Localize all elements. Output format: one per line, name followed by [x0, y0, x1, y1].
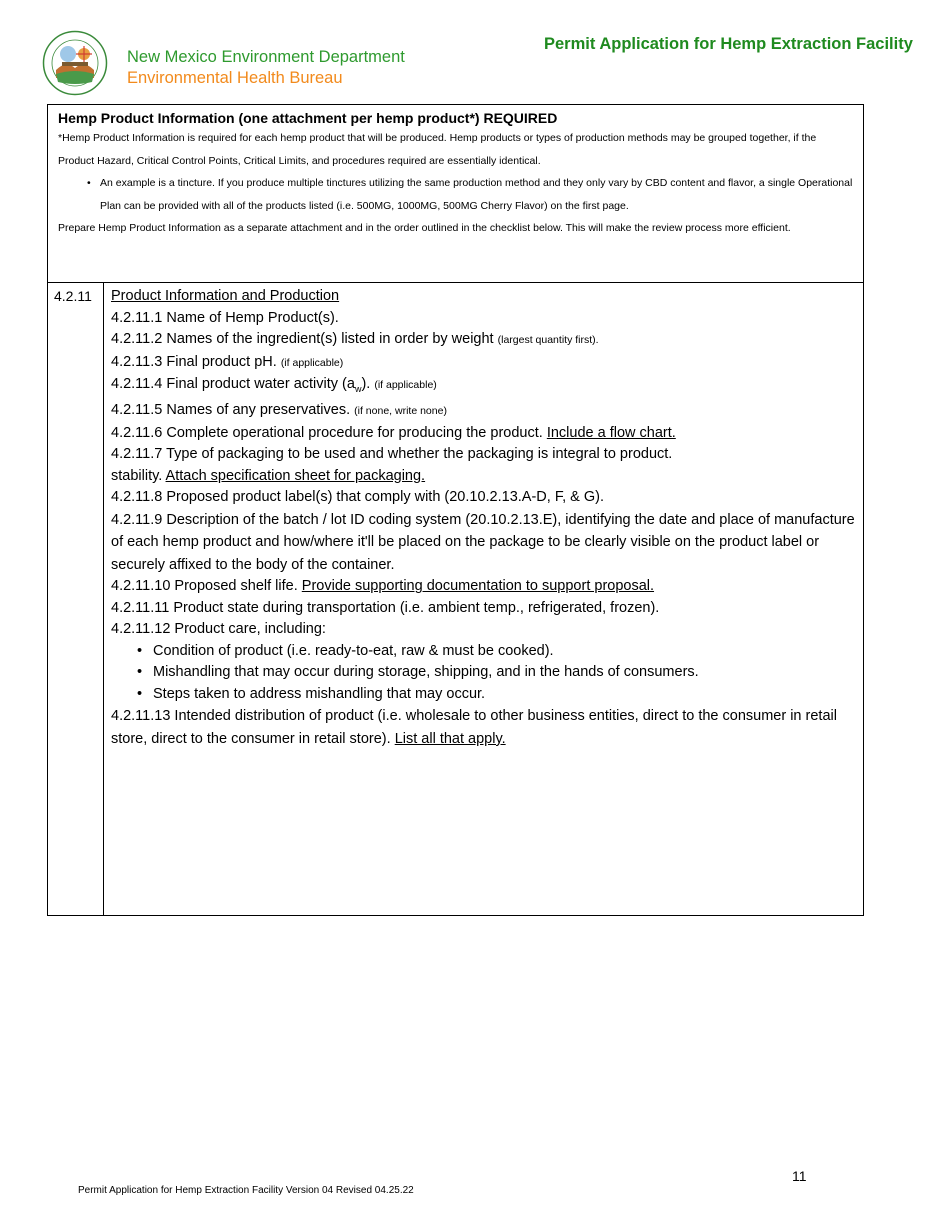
section-number: 4.2.11 — [54, 288, 92, 304]
intro-after-text: Prepare Hemp Product Information as a separate attachment and in the order outlined in the checklist below. This will make the review process more efficient. — [58, 222, 791, 234]
item-4-2-11-12: 4.2.11.12 Product care, including: — [111, 621, 326, 638]
nmed-seal-logo — [42, 30, 108, 96]
list-item: • Condition of product (i.e. ready-to-eat, raw & must be cooked). — [111, 641, 861, 663]
distribution-instruction: List all that apply. — [394, 730, 506, 747]
item-note: (if applicable) — [374, 379, 437, 391]
list-item: • Steps taken to address mishandling that may occur. — [111, 684, 861, 706]
item-4-2-11-13: 4.2.11.13 Intended distribution of product (i.e. wholesale to other business entities, direct to the consumer in retail store, direct to the consumer in retail store). List all that apply. — [111, 708, 837, 747]
item-4-2-11-7: 4.2.11.7 Type of packaging to be used and whether the packaging is integral to product. — [111, 446, 673, 463]
item-note: (largest quantity first). — [497, 334, 599, 346]
packaging-instruction: Attach specification sheet for packaging. — [165, 467, 426, 484]
intro-title: Hemp Product Information (one attachment per hemp product*) REQUIRED — [58, 110, 558, 126]
item-4-2-11-3: 4.2.11.3 Final product pH. (if applicable) — [111, 353, 344, 370]
bullet-icon: • — [137, 642, 143, 659]
bullet-icon: • — [137, 685, 143, 702]
bureau-name: Environmental Health Bureau — [127, 69, 343, 87]
bullet-icon: • — [87, 177, 91, 189]
item-4-2-11-6: 4.2.11.6 Complete operational procedure for producing the product. Include a flow chart. — [111, 424, 676, 441]
list-item: • Mishandling that may occur during storage, shipping, and in the hands of consumers. — [111, 662, 861, 684]
intro-cell — [48, 105, 863, 283]
item-4-2-11-9: 4.2.11.9 Description of the batch / lot ID coding system (20.10.2.13.E), identifying the date and place of manufacture of each hemp product and how/where it'll be placed on the package to be clearly visible on the product label or securely affixed to the body of the container. — [111, 511, 855, 573]
item-4-2-11-5: 4.2.11.5 Names of any preservatives. (if none, write none) — [111, 402, 447, 419]
item-4-2-11-1: 4.2.11.1 Name of Hemp Product(s). — [111, 309, 339, 326]
page-number: 11 — [792, 1168, 807, 1184]
item-4-2-11-10: 4.2.11.10 Proposed shelf life. Provide supporting documentation to support proposal. — [111, 578, 655, 595]
item-4-2-11-4: 4.2.11.4 Final product water activity $(a_w)$. (if applicable) — [111, 376, 437, 394]
item-note: (if none, write none) — [354, 405, 447, 418]
intro-text: *Hemp Product Information is required for each hemp product that will be produced. Hemp products or types of production methods may be grouped together, if the Product Hazard, Critical Control Points, Critical Limits, and procedures required are essentially identical. — [58, 132, 817, 167]
footer-text: Permit Application for Hemp Extraction Facility Version 04 Revised 04.25.22 — [78, 1185, 414, 1196]
section-content-cell — [111, 286, 861, 750]
agency-name: New Mexico Environment Department — [127, 48, 405, 66]
section-heading: Product Information and Production — [111, 288, 340, 304]
flow-chart-instruction: Include a flow chart. — [546, 424, 676, 441]
item-4-2-11-11: 4.2.11.11 Product state during transportation (i.e. ambient temp., refrigerated, frozen). — [111, 599, 660, 616]
form-table — [47, 104, 864, 916]
intro-bullet — [78, 172, 853, 217]
bullet-icon: • — [137, 664, 143, 681]
item-4-2-11-7-cont: stability. Attach specification sheet for packaging. — [111, 467, 426, 484]
item-4-2-11-8: 4.2.11.8 Proposed product label(s) that comply with (20.10.2.13.A-D, F, & G). — [111, 489, 604, 506]
document-title: Permit Application for Hemp Extraction Facility — [544, 35, 913, 53]
shelf-life-instruction: Provide supporting documentation to support proposal. — [301, 578, 655, 595]
intro-bullet-text: An example is a tincture. If you produce multiple tinctures utilizing the same production method and they only vary by CBD content and flavor, a single Operational Plan can be provided with all of the products listed (i.e. 500MG, 1000MG, 500MG Cherry Flavor) on the first page. — [100, 177, 853, 212]
item-4-2-11-2: 4.2.11.2 Names of the ingredient(s) listed in order by weight (largest quantity first). — [111, 331, 599, 347]
section-number-cell — [48, 283, 104, 915]
item-note: (if applicable) — [280, 356, 344, 369]
